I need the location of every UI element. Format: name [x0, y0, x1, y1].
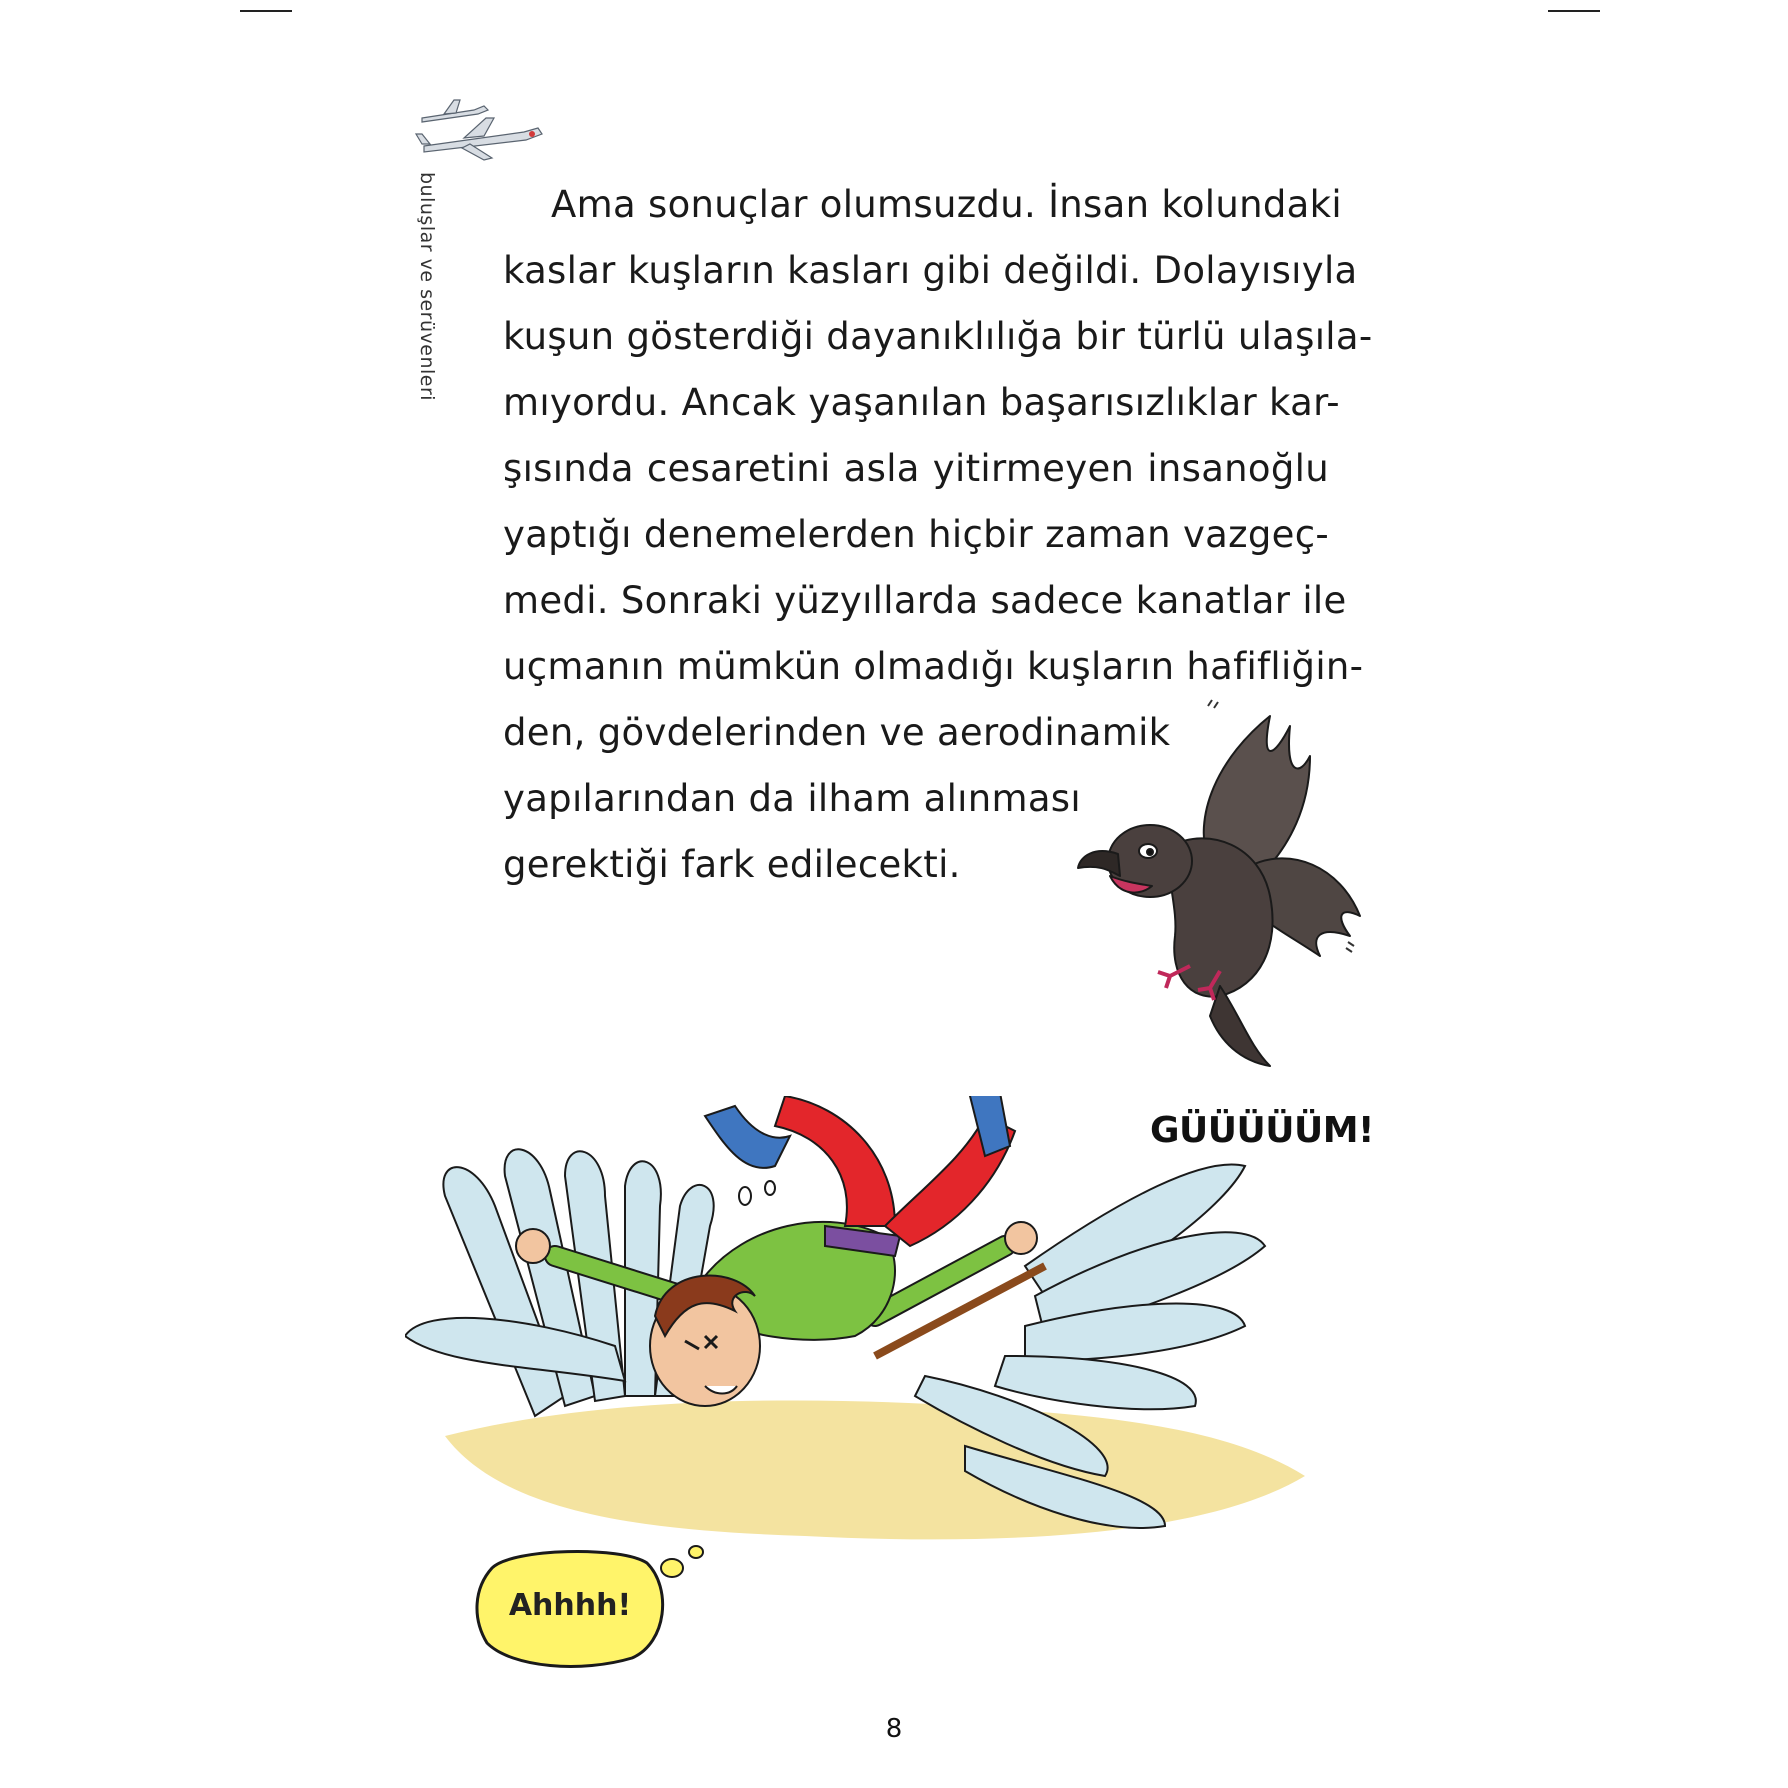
body-line: gerektiği fark edilecekti. — [503, 843, 961, 886]
crop-mark-right — [1548, 10, 1600, 12]
speech-text: Ahhhh! — [508, 1588, 632, 1623]
body-line: kuşun gösterdiği dayanıklılığa bir türlü ulaşıla- — [503, 315, 1373, 358]
body-line: yaptığı denemelerden hiçbir zaman vazgeç- — [503, 513, 1329, 556]
body-line: kaslar kuşların kasları gibi değildi. Dolayısıyla — [503, 249, 1358, 292]
body-line: şısında cesaretini asla yitirmeyen insanoğlu — [503, 447, 1329, 490]
body-line: Ama sonuçlar olumsuzdu. İnsan kolundaki — [551, 183, 1342, 226]
crow-illustration — [1070, 696, 1370, 1076]
series-side-label: buluşlar ve serüvenleri — [416, 172, 438, 402]
body-line: medi. Sonraki yüzyıllarda sadece kanatlar ile — [503, 579, 1347, 622]
body-line: den, gövdelerinden ve aerodinamik — [503, 711, 1171, 754]
body-line: mıyordu. Ancak yaşanılan başarısızlıklar kar- — [503, 381, 1340, 424]
crop-mark-left — [240, 10, 292, 12]
body-line: uçmanın mümkün olmadığı kuşların hafifliğin- — [503, 645, 1364, 688]
page-number: 8 — [885, 1714, 903, 1744]
speech-bubble-tail — [660, 1538, 720, 1578]
airplanes-icon — [414, 88, 548, 164]
sound-effect-text: GÜÜÜÜÜM! — [1150, 1110, 1374, 1151]
body-line: yapılarından da ilham alınması — [503, 777, 1081, 820]
